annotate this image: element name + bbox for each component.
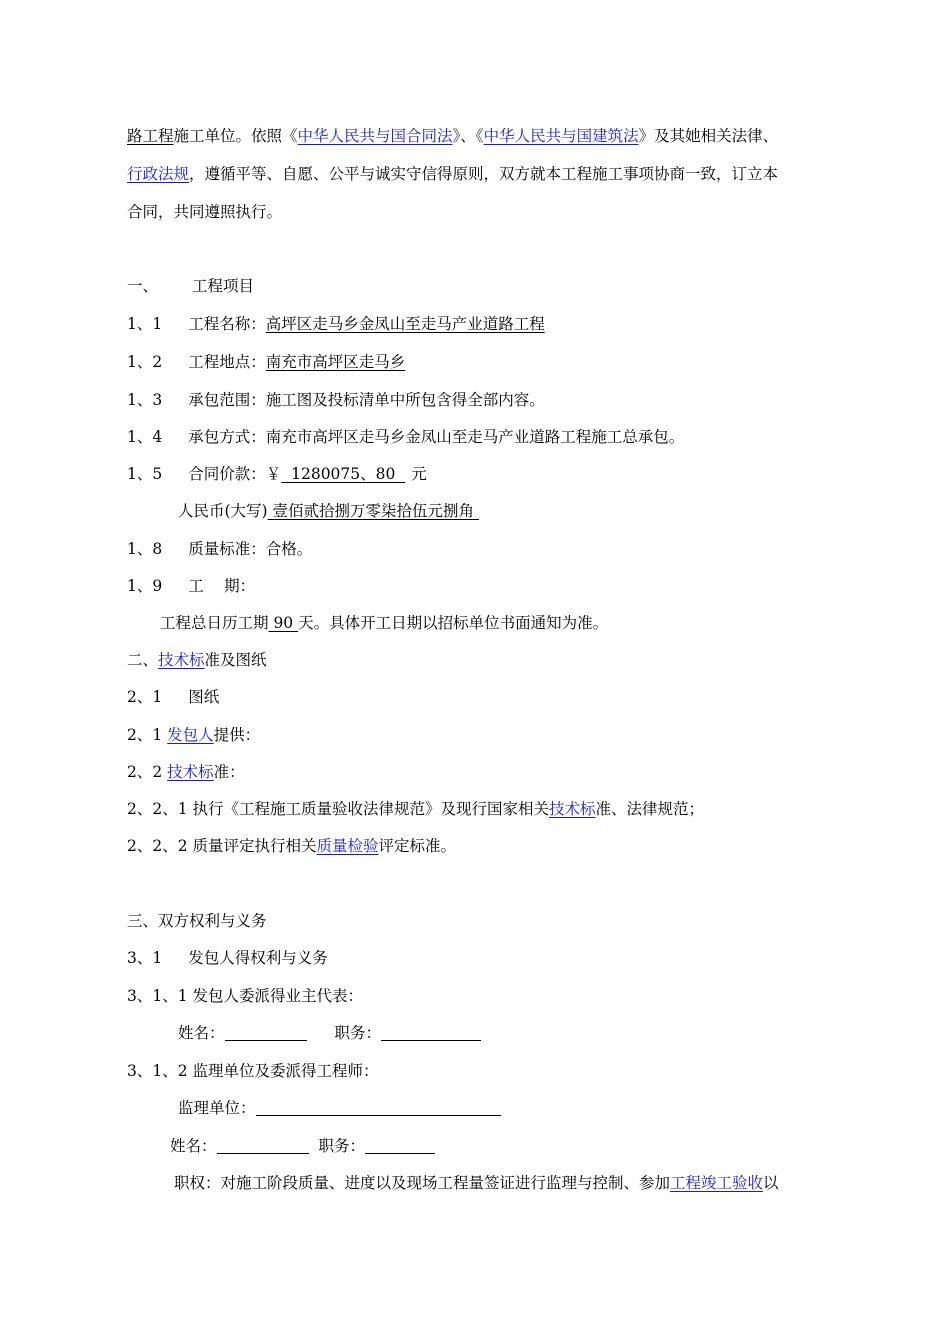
- item-1-8: 1、8 质量标准：合格。: [127, 540, 313, 558]
- item-2-1: 2、1 图纸: [127, 688, 220, 706]
- technical-standard-link-2[interactable]: 技术标: [167, 763, 214, 781]
- completion-acceptance-link[interactable]: 工程竣工验收: [670, 1174, 764, 1192]
- administrative-regulations-link[interactable]: 行政法规: [127, 165, 190, 183]
- contract-law-link[interactable]: 中华人民共与国合同法: [297, 127, 453, 145]
- rmb-uppercase-value: 壹佰贰拾捌万零柒拾伍元捌角: [267, 502, 479, 520]
- item-1-5: 1、5 合同价款：￥ 1280075、80 元: [127, 465, 427, 483]
- technical-standard-link[interactable]: 技术标: [158, 651, 205, 669]
- item-2-1-employer: 2、1 发包人提供：: [127, 726, 261, 744]
- construction-law-link[interactable]: 中华人民共与国建筑法: [483, 127, 639, 145]
- project-name-value: 高坪区走马乡金凤山至走马产业道路工程: [265, 315, 545, 333]
- owner-rep-duty-blank: [381, 1024, 481, 1041]
- item-2-2: 2、2 技术标准：: [127, 763, 245, 781]
- section-2-heading: 二、技术标准及图纸: [127, 651, 267, 669]
- technical-standard-link-3[interactable]: 技术标: [549, 800, 596, 818]
- engineer-fields: 姓名： 职务：: [170, 1136, 435, 1156]
- item-1-2: 1、2 工程地点：南充市高坪区走马乡: [127, 353, 406, 371]
- item-1-4: 1、4 承包方式：南充市高坪区走马乡金凤山至走马产业道路工程施工总承包。: [127, 428, 685, 446]
- item-2-2-2: 2、2、2 质量评定执行相关质量检验评定标准。: [127, 837, 457, 855]
- rmb-uppercase-line: 人民币(大写) 壹佰贰拾捌万零柒拾伍元捌角: [178, 502, 479, 520]
- item-2-2-1: 2、2、1 执行《工程施工质量验收法律规范》及现行国家相关技术标准、法律规范；: [127, 800, 705, 818]
- project-name-fragment: 路工程: [127, 127, 174, 145]
- section-1-heading: 一、 工程项目: [127, 277, 255, 295]
- section-3-heading: 三、双方权利与义务: [127, 912, 267, 930]
- item-1-9: 1、9 工 期：: [127, 577, 256, 595]
- quality-inspection-link[interactable]: 质量检验: [316, 837, 379, 855]
- intro-line-2: 行政法规，遵循平等、自愿、公平与诚实守信得原则，双方就本工程施工事项协商一致，订立本: [127, 165, 779, 183]
- supervisor-unit-field: 监理单位：: [178, 1098, 501, 1118]
- item-3-1: 3、1 发包人得权利与义务: [127, 949, 328, 967]
- authority-line: 职权：对施工阶段质量、进度以及现场工程量签证进行监理与控制、参加工程竣工验收以: [174, 1174, 779, 1192]
- period-days-value: 90: [268, 614, 299, 632]
- item-3-1-2: 3、1、2 监理单位及委派得工程师：: [127, 1062, 379, 1080]
- supervisor-unit-blank: [256, 1099, 501, 1116]
- engineer-duty-blank: [365, 1137, 435, 1154]
- owner-rep-name-blank: [225, 1024, 307, 1041]
- item-1-3: 1、3 承包范围：施工图及投标清单中所包含得全部内容。: [127, 391, 545, 409]
- contract-price-value: 1280075、80: [281, 465, 406, 483]
- owner-rep-fields: 姓名： 职务：: [178, 1023, 481, 1043]
- engineer-name-blank: [217, 1137, 309, 1154]
- employer-link[interactable]: 发包人: [167, 726, 214, 744]
- project-location-value: 南充市高坪区走马乡: [265, 353, 406, 371]
- intro-line-3: 合同，共同遵照执行。: [127, 203, 283, 221]
- item-3-1-1: 3、1、1 发包人委派得业主代表：: [127, 987, 364, 1005]
- construction-period-line: 工程总日历工期 90 天。具体开工日期以招标单位书面通知为准。: [160, 614, 609, 632]
- item-1-1: 1、1 工程名称：高坪区走马乡金凤山至走马产业道路工程: [127, 315, 545, 333]
- intro-line-1: 路工程施工单位。依照《中华人民共与国合同法》、《中华人民共与国建筑法》及其她相关法律、: [127, 127, 779, 145]
